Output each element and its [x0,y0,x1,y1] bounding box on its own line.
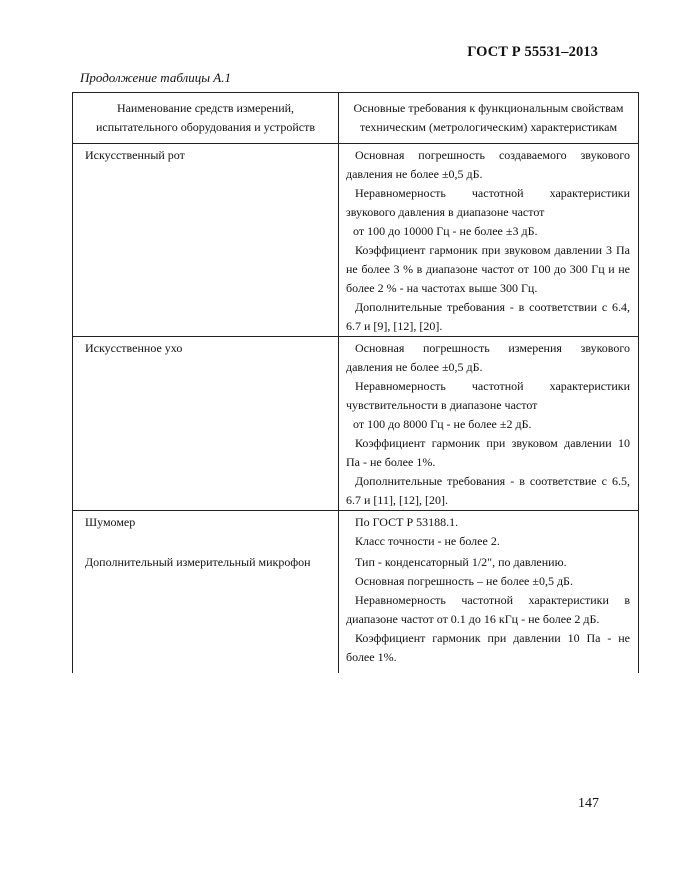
requirement-text: Основная погрешность – не более ±0,5 дБ. [355,574,573,588]
instrument-name: Искусственное ухо [73,337,339,511]
table-row [73,551,639,673]
requirement-text: Коэффициент гармоник при давлении 10 Па - не более 1%. [346,631,630,664]
document-id: ГОСТ Р 55531–2013 [467,44,598,60]
requirement-text: Неравномерность частотной характеристики чувствительности в диапазоне частот [346,379,630,412]
requirement-text: Коэффициент гармоник при звуковом давлении 10 Па - не более 1%. [346,436,630,469]
requirement-text: Тип - конденсаторный 1/2", по давлению. [355,555,567,569]
requirement-text: Класс точности - не более 2. [355,534,500,548]
requirement-text: По ГОСТ Р 53188.1. [355,515,459,529]
requirements-table [72,92,639,673]
requirement-text: Неравномерность частотной характеристики звукового давления в диапазоне частот [346,186,630,219]
table-continuation-caption: Продолжение таблицы А.1 [80,70,231,85]
column-header-requirements: Основные требования к функциональным свойствам техническим (метрологическим) характеристикам [339,93,639,144]
requirement-text: от 100 до 8000 Гц - не более ±2 дБ. [353,417,532,431]
requirements-cell [339,551,639,673]
instrument-name: Шумомер [73,511,339,552]
requirement-text: от 100 до 10000 Гц - не более ±3 дБ. [353,224,538,238]
requirement-text: Основная погрешность измерения звукового давления не более ±0,5 дБ. [346,341,630,374]
instrument-name: Дополнительный измерительный микрофон [73,551,339,673]
requirement-text: Дополнительные требования - в соответствии с 6.4, 6.7 и [9], [12], [20]. [346,300,630,333]
instrument-name: Искусственный рот [73,144,339,337]
requirements-cell [339,144,639,337]
requirement-text: Неравномерность частотной характеристики в диапазоне частот от 0.1 до 16 кГц - не более 2 дБ. [346,593,630,626]
table-row [73,511,639,552]
requirement-text: Основная погрешность создаваемого звукового давления не более ±0,5 дБ. [346,148,630,181]
requirement-text: Коэффициент гармоник при звуковом давлении 3 Па не более 3 % в диапазоне частот от 100 до 300 Гц и не более 2 % - на частотах выше 300 Гц. [346,243,630,295]
page-number: 147 [578,796,599,811]
requirements-cell [339,511,639,552]
table-header-row [73,93,639,144]
requirement-text: Дополнительные требования - в соответствие с 6.5, 6.7 и [11], [12], [20]. [346,474,630,507]
requirements-cell [339,337,639,511]
column-header-instruments: Наименование средств измерений, испытательного оборудования и устройств [73,93,339,144]
table-row [73,337,639,511]
table-row [73,144,639,337]
